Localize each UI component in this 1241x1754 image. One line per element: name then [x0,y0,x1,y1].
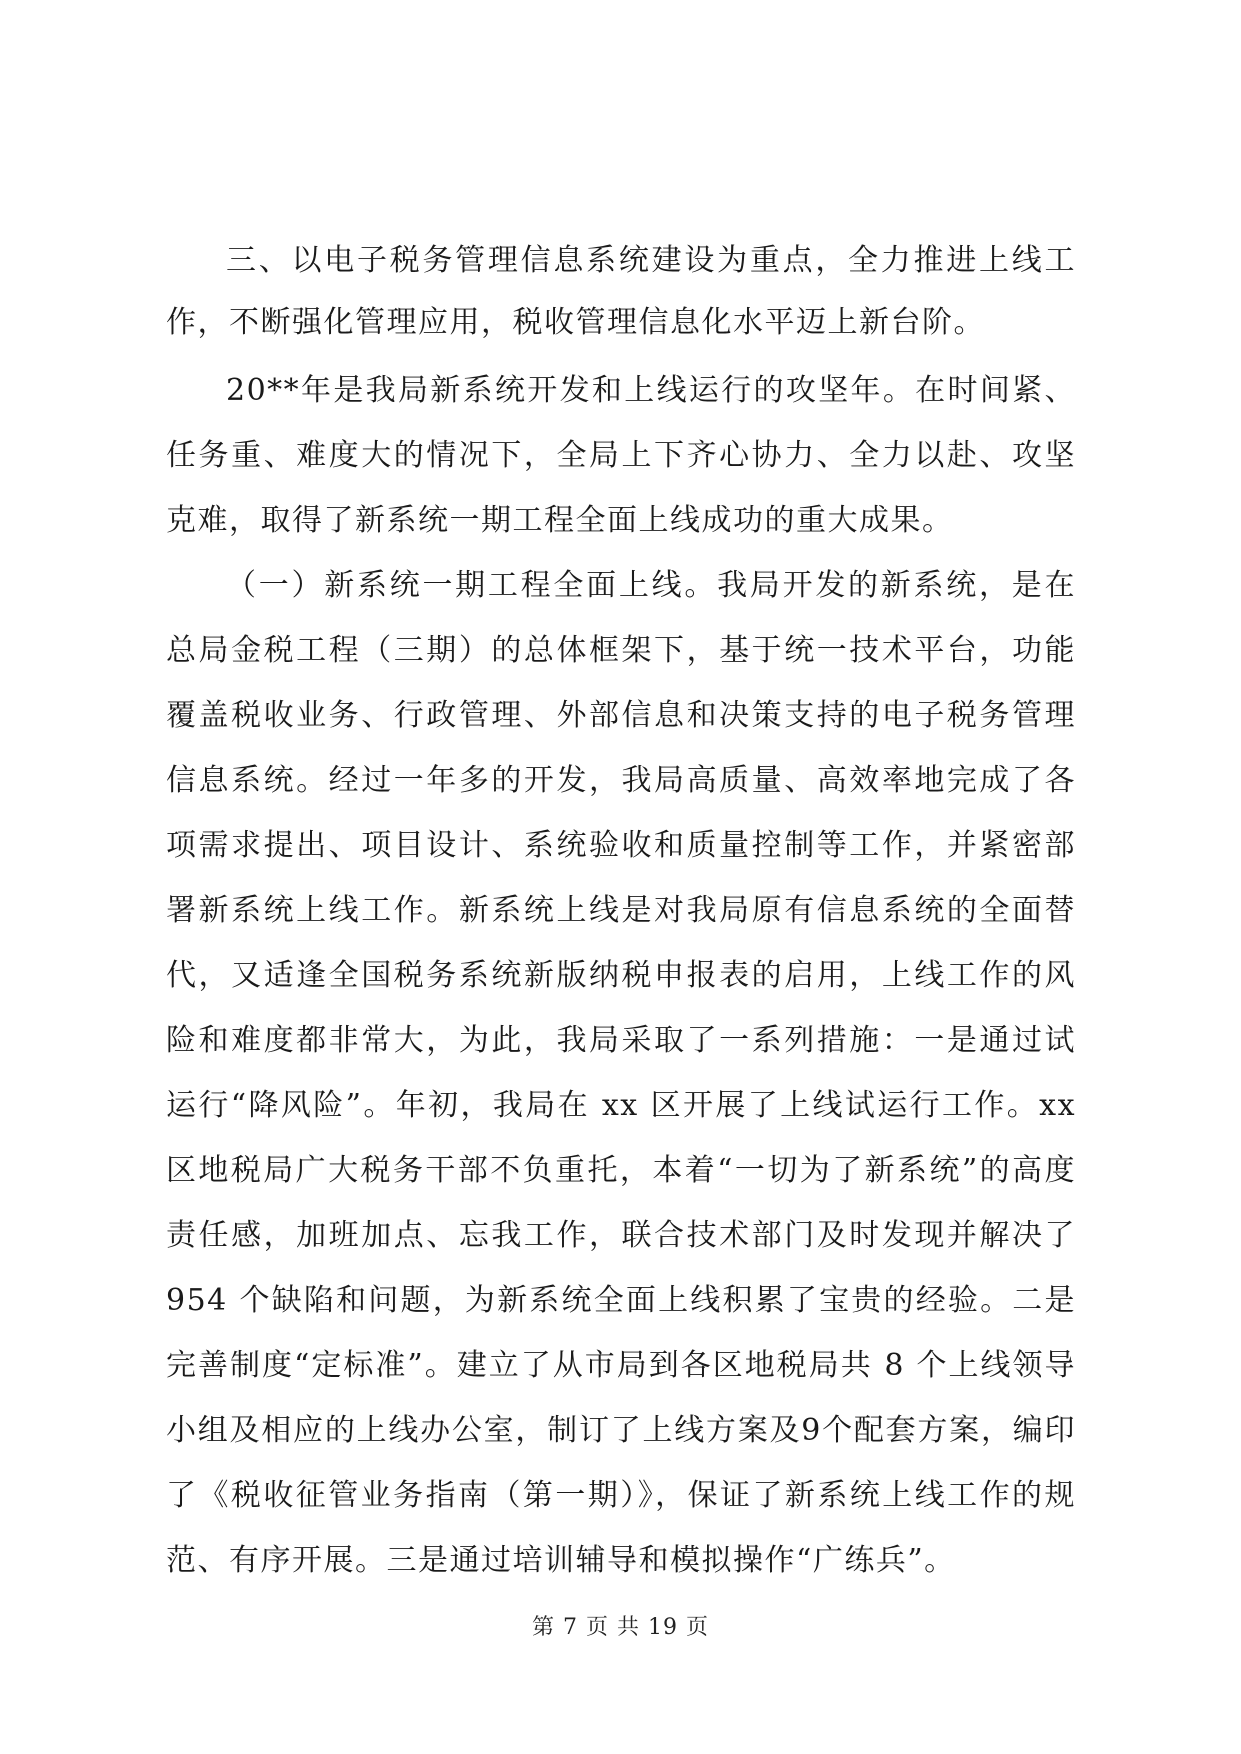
document-body [166,230,1076,1593]
section-heading-paragraph: 三、以电子税务管理信息系统建设为重点，全力推进上线工作，不断强化管理应用，税收管理信息化水平迈上新台阶。 [166,243,1076,340]
intro-paragraph: 20**年是我局新系统开发和上线运行的攻坚年。在时间紧、任务重、难度大的情况下，全局上下齐心协力、全力以赴、攻坚克难，取得了新系统一期工程全面上线成功的重大成果。 [166,373,1076,538]
detail-paragraph: （一）新系统一期工程全面上线。我局开发的新系统，是在总局金税工程（三期）的总体框架下，基于统一技术平台，功能覆盖税收业务、行政管理、外部信息和决策支持的电子税务管理信息系统。经过一年多的开发，我局高质量、高效率地完成了各项需求提出、项目设计、系统验收和质量控制等工作，并紧密部署新系统上线工作。新系统上线是对我局原有信息系统的全面替代，又适逢全国税务系统新版纳税申报表的启用，上线工作的风险和难度都非常大，为此，我局采取了一系列措施：一是通过试运行“降风险”。年初，我局在 xx 区开展了上线试运行工作。xx区地税局广大税务干部不负重托，本着“一切为了新系统”的高度责任感，加班加点、忘我工作，联合技术部门及时发现并解决了 954 个缺陷和问题，为新系统全面上线积累了宝贵的经验。二是完善制度“定标准”。建立了从市局到各区地税局共 8 个上线领导小组及相应的上线办公室，制订了上线方案及9个配套方案，编印了《税收征管业务指南（第一期）》，保证了新系统上线工作的规范、有序开展。三是通过培训辅导和模拟操作“广练兵”。 [166,568,1076,1578]
page-footer: 第 7 页 共 19 页 [532,1615,709,1640]
